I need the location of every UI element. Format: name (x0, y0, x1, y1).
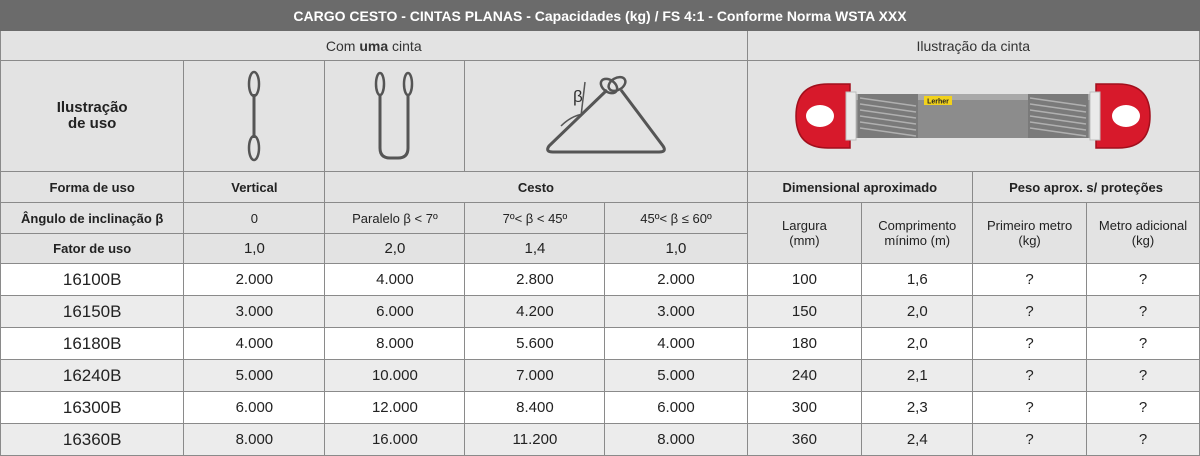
product-code: 16150B (1, 296, 184, 328)
label-fator: Fator de uso (1, 234, 184, 264)
cell-paralelo: 6.000 (325, 296, 465, 328)
cell-paralelo: 16.000 (325, 424, 465, 456)
header-metro-adicional: Metro adicional (kg) (1087, 203, 1200, 264)
angle-paralelo: Paralelo β < 7º (325, 203, 465, 234)
cell-45-60: 2.000 (605, 264, 747, 296)
section-header-sling: Ilustração da cinta (747, 31, 1200, 61)
cell-adicional: ? (1087, 328, 1200, 360)
cell-adicional: ? (1087, 392, 1200, 424)
beta-label: β (572, 87, 583, 106)
cell-vertical: 3.000 (184, 296, 325, 328)
cell-7-45: 8.400 (465, 392, 605, 424)
cell-comprimento: 2,3 (862, 392, 973, 424)
cell-adicional: ? (1087, 360, 1200, 392)
factor-paralelo: 2,0 (325, 234, 465, 264)
cell-largura: 240 (747, 360, 862, 392)
table-row (1, 296, 1200, 328)
cell-vertical: 5.000 (184, 360, 325, 392)
illustration-label: Ilustração de uso (1, 61, 184, 172)
header-primeiro-metro: Primeiro metro (kg) (973, 203, 1087, 264)
product-code: 16180B (1, 328, 184, 360)
cell-paralelo: 12.000 (325, 392, 465, 424)
angle-vertical: 0 (184, 203, 325, 234)
cell-largura: 360 (747, 424, 862, 456)
cell-7-45: 4.200 (465, 296, 605, 328)
cell-largura: 150 (747, 296, 862, 328)
table-row (1, 264, 1200, 296)
cell-primeiro: ? (973, 328, 1087, 360)
section-header-usage: Com uma cinta (1, 31, 748, 61)
sling-illustration (747, 61, 1200, 172)
cell-vertical: 6.000 (184, 392, 325, 424)
cell-adicional: ? (1087, 296, 1200, 328)
cell-45-60: 8.000 (605, 424, 747, 456)
header-peso: Peso aprox. s/ proteções (973, 172, 1200, 203)
cell-7-45: 5.600 (465, 328, 605, 360)
cell-largura: 300 (747, 392, 862, 424)
header-vertical: Vertical (184, 172, 325, 203)
factor-7-45: 1,4 (465, 234, 605, 264)
cell-45-60: 3.000 (605, 296, 747, 328)
table-row (1, 360, 1200, 392)
product-code: 16100B (1, 264, 184, 296)
cell-adicional: ? (1087, 424, 1200, 456)
header-largura: Largura (mm) (747, 203, 862, 264)
cell-primeiro: ? (973, 296, 1087, 328)
cell-45-60: 6.000 (605, 392, 747, 424)
table-row (1, 392, 1200, 424)
header-cesto: Cesto (325, 172, 747, 203)
product-code: 16300B (1, 392, 184, 424)
cell-comprimento: 2,0 (862, 296, 973, 328)
cell-primeiro: ? (973, 360, 1087, 392)
cell-vertical: 8.000 (184, 424, 325, 456)
product-code: 16240B (1, 360, 184, 392)
table-row (1, 328, 1200, 360)
cell-comprimento: 2,4 (862, 424, 973, 456)
table-title: CARGO CESTO - CINTAS PLANAS - Capacidades (kg) / FS 4:1 - Conforme Norma WSTA XXX (1, 1, 1200, 31)
factor-45-60: 1,0 (605, 234, 747, 264)
cell-7-45: 7.000 (465, 360, 605, 392)
product-code: 16360B (1, 424, 184, 456)
vertical-hitch-illustration (184, 61, 325, 172)
cell-primeiro: ? (973, 264, 1087, 296)
cell-comprimento: 2,0 (862, 328, 973, 360)
brand-tag: Lerher (927, 98, 950, 106)
angle-45-60: 45º< β ≤ 60º (605, 203, 747, 234)
header-dimensional: Dimensional aproximado (747, 172, 973, 203)
angle-7-45: 7º< β < 45º (465, 203, 605, 234)
header-comprimento: Comprimento mínimo (m) (862, 203, 973, 264)
cell-7-45: 11.200 (465, 424, 605, 456)
cell-largura: 100 (747, 264, 862, 296)
cell-comprimento: 1,6 (862, 264, 973, 296)
cell-largura: 180 (747, 328, 862, 360)
label-angulo: Ângulo de inclinação β (1, 203, 184, 234)
cell-primeiro: ? (973, 392, 1087, 424)
factor-vertical: 1,0 (184, 234, 325, 264)
cell-comprimento: 2,1 (862, 360, 973, 392)
cell-paralelo: 10.000 (325, 360, 465, 392)
cell-45-60: 5.000 (605, 360, 747, 392)
cell-7-45: 2.800 (465, 264, 605, 296)
cell-primeiro: ? (973, 424, 1087, 456)
table-row (1, 424, 1200, 456)
cell-paralelo: 4.000 (325, 264, 465, 296)
cell-45-60: 4.000 (605, 328, 747, 360)
cell-vertical: 4.000 (184, 328, 325, 360)
cell-adicional: ? (1087, 264, 1200, 296)
cell-paralelo: 8.000 (325, 328, 465, 360)
basket-angle-illustration (465, 61, 747, 172)
label-forma: Forma de uso (1, 172, 184, 203)
cell-vertical: 2.000 (184, 264, 325, 296)
parallel-basket-illustration (325, 61, 465, 172)
